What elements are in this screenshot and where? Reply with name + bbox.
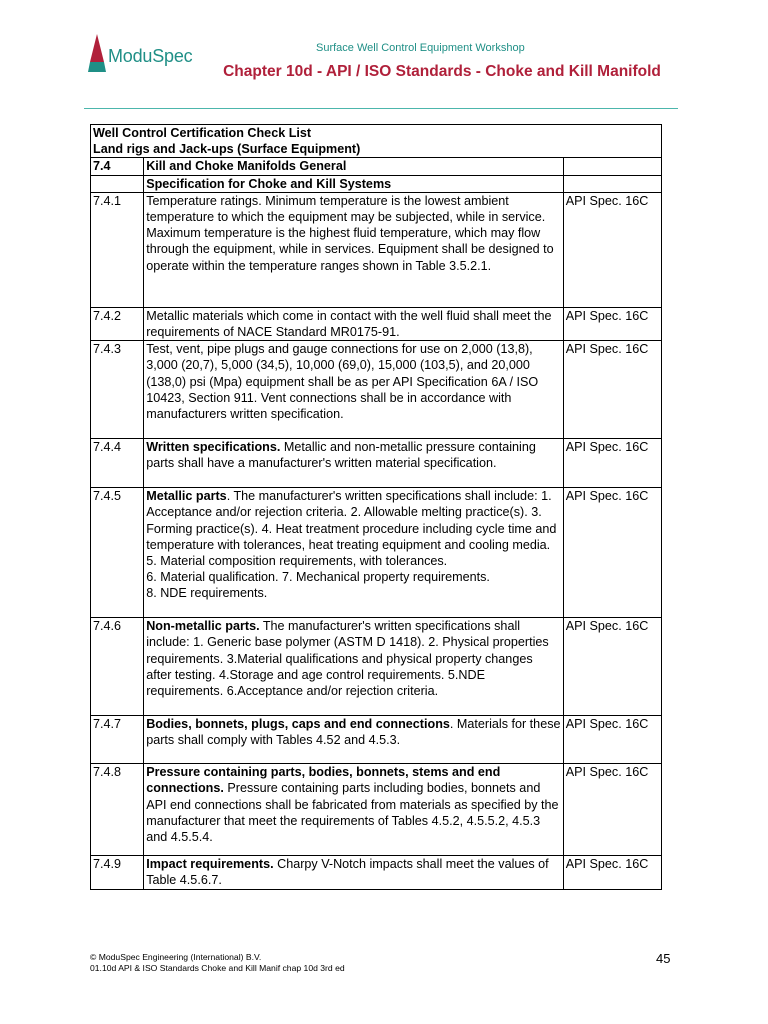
requirement-number: 7.4.5 xyxy=(91,488,144,618)
requirement-lead: Metallic parts xyxy=(146,489,227,504)
requirement-text: Pressure containing parts including bodies, bonnets and API end connections shall be fabricated from materials as specified by the manufacturer that meet the requirements of Tables 4.5.2, 4.5.5.2, 4.5.3 and 4.5.5.4. xyxy=(146,781,559,845)
subsection-title: Specification for Choke and Kill Systems xyxy=(144,175,564,192)
section-row xyxy=(91,158,662,175)
document-reference: 01.10d API & ISO Standards Choke and Kill Manif chap 10d 3rd ed xyxy=(90,963,345,973)
requirement-row xyxy=(91,618,662,716)
requirement-text-block xyxy=(146,488,561,553)
requirement-row xyxy=(91,341,662,439)
requirement-reference: API Spec. 16C xyxy=(563,764,661,856)
requirement-reference: API Spec. 16C xyxy=(563,439,661,488)
table-title-row xyxy=(91,125,662,158)
requirement-row xyxy=(91,488,662,618)
requirement-lead: Written specifications. xyxy=(146,440,281,455)
requirement-description xyxy=(144,307,564,340)
table-title-cell xyxy=(91,125,662,158)
requirement-row xyxy=(91,716,662,764)
section-number: 7.4 xyxy=(91,158,144,175)
requirement-description xyxy=(144,439,564,488)
requirement-row xyxy=(91,856,662,889)
requirement-description xyxy=(144,488,564,618)
requirement-text-block xyxy=(146,716,561,748)
requirement-number: 7.4.8 xyxy=(91,764,144,856)
requirement-text: Temperature ratings. Minimum temperature is the lowest ambient temperature to which the equipment may be subjected, while in service. Maximum temperature is the highest fluid temperature, which may flow through the equipment, while in services. Equipment shall be designed to operate within the temperature ranges shown in Table 3.5.2.1. xyxy=(146,193,554,273)
requirement-extra-line: 5. Material composition requirements, with tolerances. xyxy=(146,554,448,569)
requirement-text-block xyxy=(146,764,561,845)
requirement-description xyxy=(144,764,564,856)
requirement-text: The manufacturer's written specifications shall include: 1. Generic base polymer (ASTM D 1418). 2. Physical properties requirements. 3.Material qualifications and physical property changes after testing. 4.Storage and age control requirements. 5.NDE requirements. 6.Acceptance and/or rejection criteria. xyxy=(146,619,549,699)
requirement-number: 7.4.7 xyxy=(91,716,144,764)
requirement-row xyxy=(91,307,662,340)
subsection-number-cell xyxy=(91,175,144,192)
requirement-row xyxy=(91,764,662,856)
requirement-text: . The manufacturer's written specifications shall include: 1. Acceptance and/or rejection criteria. 2. Allowable melting practice(s). 3. Forming practice(s). 4. Heat treatment procedure including cycle time and temperature with tolerances, heat treating equipment and cooling media. xyxy=(146,489,557,552)
header-divider xyxy=(84,108,678,109)
requirement-lead: Bodies, bonnets, plugs, caps and end connections xyxy=(146,717,450,732)
requirement-extra-line: 8. NDE requirements. xyxy=(146,586,268,601)
requirement-text: Metallic and non-metallic pressure containing parts shall have a manufacturer's written material specification. xyxy=(146,440,536,471)
table-title-line1: Well Control Certification Check List xyxy=(93,126,312,140)
requirement-lead: Non-metallic parts. xyxy=(146,619,260,634)
section-title: Kill and Choke Manifolds General xyxy=(144,158,564,175)
requirement-lead: Pressure containing parts, bodies, bonnets, stems and end connections. xyxy=(146,765,501,796)
requirement-lead: Impact requirements. xyxy=(146,857,274,872)
requirement-description xyxy=(144,716,564,764)
requirement-text-block xyxy=(146,856,561,888)
requirement-description xyxy=(144,341,564,439)
requirement-number: 7.4.4 xyxy=(91,439,144,488)
subsection-row xyxy=(91,175,662,192)
requirement-number: 7.4.3 xyxy=(91,341,144,439)
requirement-reference: API Spec. 16C xyxy=(563,716,661,764)
requirement-reference: API Spec. 16C xyxy=(563,341,661,439)
requirement-text: Test, vent, pipe plugs and gauge connections for use on 2,000 (13,8), 3,000 (20,7), 5,000 (34,5), 10,000 (69,0), 15,000 (103,5), and 20,000 (138,0) psi (Mpa) equipment shall be as per API Specification 6A / ISO 10423, Section 911. Vent connections shall be in accordance with manufacturers written specification. xyxy=(146,342,539,422)
requirement-number: 7.4.9 xyxy=(91,856,144,889)
requirement-reference: API Spec. 16C xyxy=(563,488,661,618)
moduspec-logo xyxy=(88,34,208,76)
requirement-reference: API Spec. 16C xyxy=(563,618,661,716)
checklist-table xyxy=(90,124,662,890)
requirement-reference: API Spec. 16C xyxy=(563,192,661,307)
requirement-number: 7.4.1 xyxy=(91,192,144,307)
table-title-line2: Land rigs and Jack-ups (Surface Equipment) xyxy=(93,142,361,157)
requirement-text-block xyxy=(146,439,561,471)
requirement-text-block xyxy=(146,618,561,699)
copyright-text: © ModuSpec Engineering (International) B.V. xyxy=(90,952,262,962)
requirement-text-block xyxy=(146,193,561,274)
requirement-extra-line: 6. Material qualification. 7. Mechanical property requirements. xyxy=(146,570,490,585)
page-number: 45 xyxy=(656,951,671,966)
requirement-text: Metallic materials which come in contact with the well fluid shall meet the requirements of NACE Standard MR0175-91. xyxy=(146,308,552,340)
requirement-number: 7.4.6 xyxy=(91,618,144,716)
footer xyxy=(90,952,345,974)
requirement-text: Charpy V-Notch impacts shall meet the values of Table 4.5.6.7. xyxy=(146,857,549,888)
requirement-reference: API Spec. 16C xyxy=(563,856,661,889)
requirement-description xyxy=(144,192,564,307)
logo-text: ModuSpec xyxy=(108,46,193,66)
requirement-text-block xyxy=(146,341,561,422)
requirement-row xyxy=(91,439,662,488)
workshop-title: Surface Well Control Equipment Workshop xyxy=(316,42,525,54)
section-ref-cell xyxy=(563,158,661,175)
requirement-number: 7.4.2 xyxy=(91,307,144,340)
requirement-row xyxy=(91,192,662,307)
chapter-title: Chapter 10d - API / ISO Standards - Choke and Kill Manifold xyxy=(223,63,661,80)
requirement-reference: API Spec. 16C xyxy=(563,307,661,340)
requirement-description xyxy=(144,618,564,716)
requirement-text-block xyxy=(146,308,561,340)
requirement-text: . Materials for these parts shall comply with Tables 4.52 and 4.5.3. xyxy=(146,717,561,748)
requirement-description xyxy=(144,856,564,889)
subsection-ref-cell xyxy=(563,175,661,192)
